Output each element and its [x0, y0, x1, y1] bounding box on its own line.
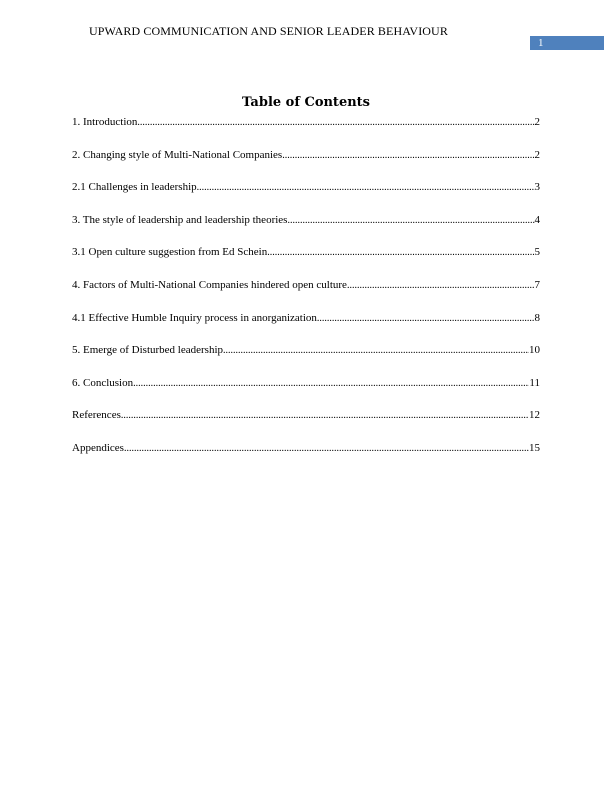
toc-entry-page: 8: [534, 311, 540, 324]
dot-leader: [267, 245, 534, 261]
toc-entry-challenges[interactable]: [72, 179, 540, 212]
toc-entry-text: 4.1 Effective Humble Inquiry process in anorganization: [72, 311, 317, 324]
dot-leader: [124, 441, 529, 457]
dot-leader: [347, 278, 535, 294]
toc-entry-conclusion[interactable]: [72, 375, 540, 408]
running-head: UPWARD COMMUNICATION AND SENIOR LEADER BEHAVIOUR: [89, 24, 448, 38]
dot-leader: [317, 311, 535, 327]
toc-entry-text: 2. Changing style of Multi-National Companies: [72, 148, 283, 161]
toc-entry-page: 2: [534, 116, 540, 128]
dot-leader: [197, 180, 535, 196]
toc-entry-introduction[interactable]: [72, 114, 540, 147]
toc-entry-text: 5. Emerge of Disturbed leadership: [72, 344, 224, 357]
toc-entry-page: 3: [534, 181, 540, 194]
toc-entry-text: 3. The style of leadership and leadership theories: [72, 213, 288, 226]
toc-entry-text: 3.1 Open culture suggestion from Ed Schein: [72, 246, 268, 259]
dot-leader: [223, 343, 529, 359]
dot-leader: [287, 213, 534, 229]
toc-entry-changing-style[interactable]: [72, 147, 540, 180]
toc-entry-page: 7: [534, 278, 540, 291]
toc-entry-leadership-style[interactable]: [72, 212, 540, 245]
dot-leader: [133, 376, 529, 392]
toc-entry-factors[interactable]: [72, 277, 540, 310]
dot-leader: [137, 115, 534, 131]
toc-entry-page: 10: [529, 344, 540, 357]
toc-list: [72, 114, 540, 473]
toc-entry-text: 2.1 Challenges in leadership: [72, 181, 197, 194]
toc-entry-references[interactable]: [72, 407, 540, 440]
page-number-badge: 1: [530, 36, 604, 50]
toc-entry-humble-inquiry[interactable]: [72, 310, 540, 343]
toc-entry-open-culture[interactable]: [72, 244, 540, 277]
toc-entry-page: 2: [534, 148, 540, 161]
toc-entry-text: 6. Conclusion: [72, 376, 134, 389]
toc-entry-text: References: [72, 409, 121, 422]
dot-leader: [121, 408, 529, 424]
toc-entry-page: 5: [534, 246, 540, 259]
toc-title: Table of Contents: [242, 95, 370, 110]
toc-entry-text: Appendices: [72, 441, 124, 454]
toc-entry-appendices[interactable]: [72, 440, 540, 473]
toc-entry-page: 11: [529, 376, 540, 389]
toc-entry-page: 12: [529, 409, 540, 422]
dot-leader: [282, 148, 534, 164]
toc-entry-page: 4: [534, 213, 540, 226]
toc-entry-text: 1. Introduction: [72, 116, 138, 128]
toc-entry-text: 4. Factors of Multi-National Companies hindered open culture: [72, 278, 347, 291]
toc-entry-page: 15: [529, 441, 540, 454]
toc-entry-disturbed-leadership[interactable]: [72, 342, 540, 375]
